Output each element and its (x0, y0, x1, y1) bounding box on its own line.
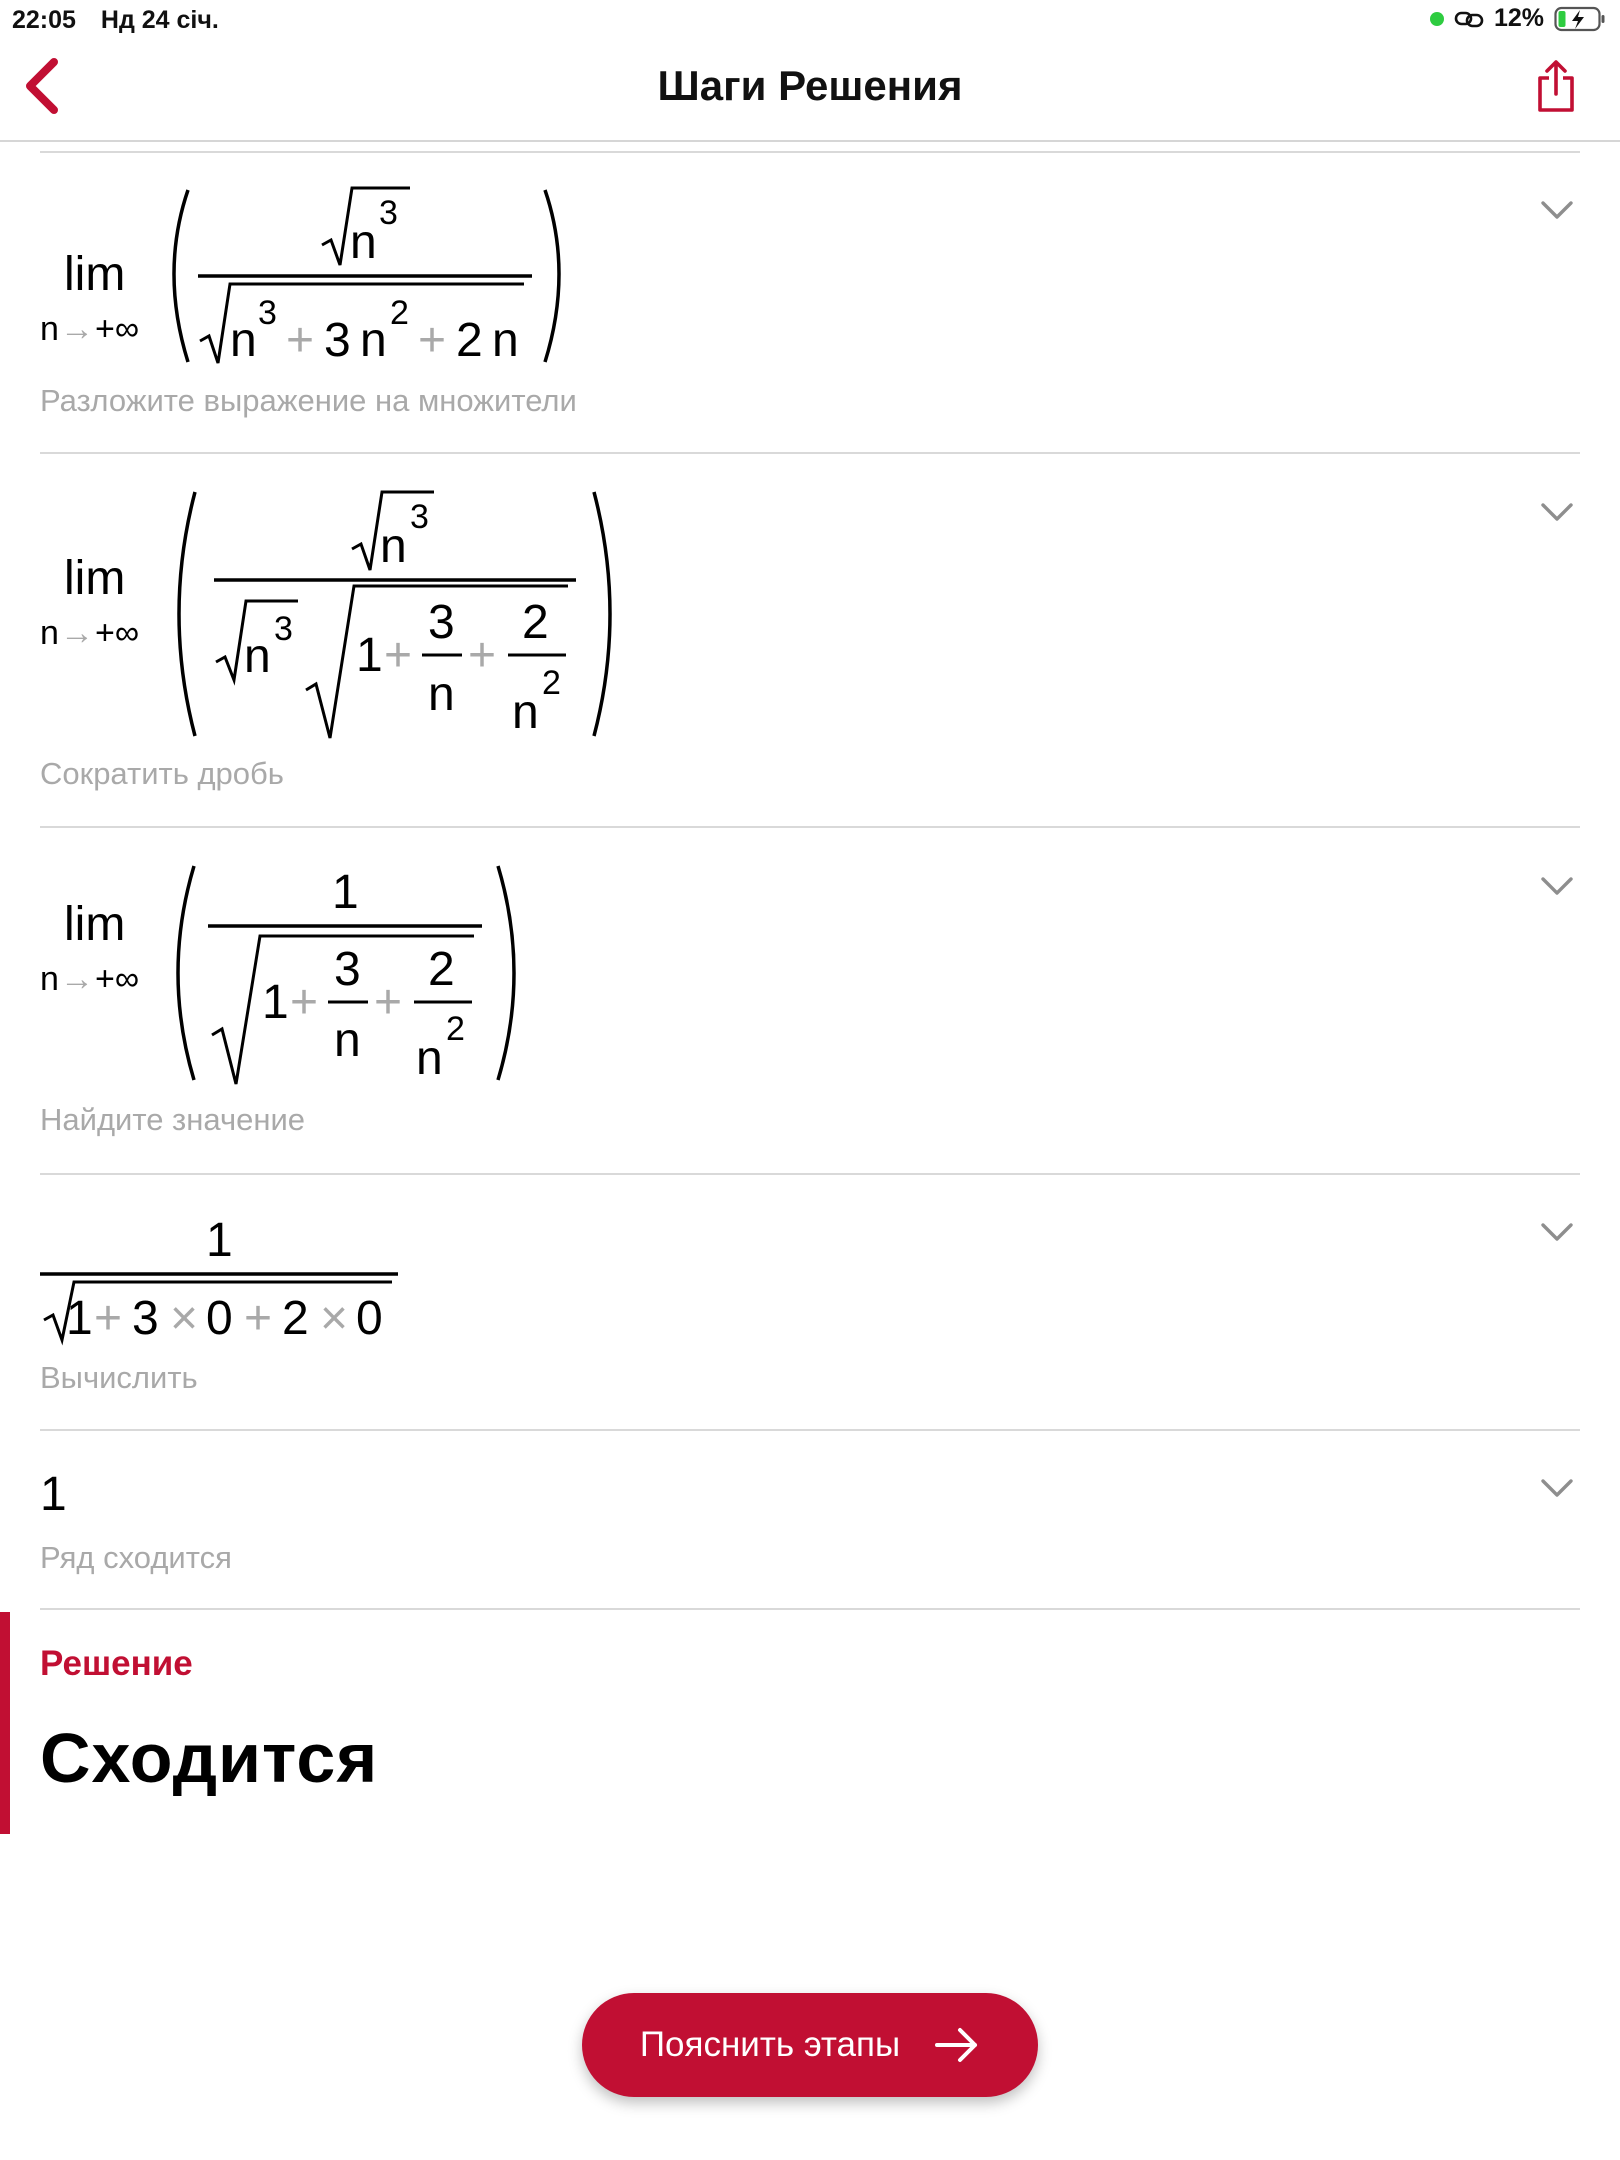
exponent: 2 (446, 1010, 465, 1048)
var-n: n (428, 668, 455, 721)
plus-operator: + (374, 976, 403, 1029)
coefficient: 2 (522, 596, 549, 649)
step-caption: Сократить дробь (40, 756, 284, 791)
lim-label: lim (64, 248, 126, 301)
var-n: n (244, 630, 271, 683)
times-operator: × (170, 1292, 199, 1345)
math-step-2 (40, 492, 610, 739)
digit-one: 1 (356, 629, 383, 682)
plus-operator: + (384, 629, 413, 682)
math-step-5 (40, 1468, 67, 1521)
battery-percent: 12% (1493, 4, 1544, 32)
exponent: 3 (258, 294, 277, 332)
lim-arrow: → (60, 614, 94, 652)
times-operator: × (320, 1292, 349, 1345)
exponent: 3 (410, 498, 429, 536)
var-n: n (334, 1014, 361, 1067)
digit-zero: 0 (356, 1292, 383, 1345)
lim-sub-var: n (40, 960, 59, 998)
lim-sub-var: n (40, 310, 59, 348)
exponent: 3 (379, 194, 398, 232)
coefficient: 3 (324, 314, 351, 367)
digit-one: 1 (262, 976, 289, 1029)
step-caption: Найдите значение (40, 1102, 306, 1137)
exponent: 2 (390, 294, 409, 332)
arrow-right-icon (934, 2027, 980, 2063)
lim-sub-var: n (40, 614, 59, 652)
digit-one: 1 (206, 1214, 233, 1267)
explain-steps-label: Пояснить этапы (639, 2025, 901, 2064)
coefficient: 2 (282, 1292, 309, 1345)
coefficient: 2 (456, 314, 483, 367)
var-n: n (380, 520, 407, 573)
plus-operator: + (94, 1292, 123, 1345)
lim-label: lim (64, 552, 126, 605)
math-step-4 (40, 1214, 398, 1345)
lim-sub-target: +∞ (95, 614, 140, 652)
lim-sub-target: +∞ (95, 310, 140, 348)
digit-zero: 0 (206, 1292, 233, 1345)
step-caption: Ряд сходится (40, 1540, 232, 1575)
var-n: n (492, 314, 519, 367)
plus-operator: + (290, 976, 319, 1029)
exponent: 2 (542, 664, 561, 702)
lim-sub-target: +∞ (95, 960, 140, 998)
lim-label: lim (64, 898, 126, 951)
var-n: n (416, 1032, 443, 1085)
plus-operator: + (286, 314, 315, 367)
page-title: Шаги Решения (657, 62, 963, 109)
plus-operator: + (244, 1292, 273, 1345)
digit-one: 1 (332, 866, 359, 919)
coefficient: 2 (428, 943, 455, 996)
explain-steps-button[interactable] (582, 1993, 1038, 2097)
status-date: Нд 24 січ. (100, 6, 219, 34)
exponent: 3 (274, 610, 293, 648)
solution-value: Сходится (40, 1719, 379, 1797)
result-value: 1 (40, 1468, 67, 1521)
plus-operator: + (468, 629, 497, 682)
step-caption: Вычислить (40, 1360, 198, 1395)
coefficient: 3 (334, 943, 361, 996)
math-step-1 (40, 188, 559, 367)
var-n: n (230, 314, 257, 367)
clock-time: 22:05 (12, 6, 76, 34)
solution-label: Решение (40, 1644, 193, 1683)
math-step-3 (40, 866, 514, 1085)
var-n: n (360, 314, 387, 367)
lim-arrow: → (60, 310, 94, 348)
coefficient: 3 (428, 596, 455, 649)
var-n: n (350, 216, 377, 269)
coefficient: 3 (132, 1292, 159, 1345)
solution-accent-bar (0, 1612, 10, 1834)
plus-operator: + (418, 314, 447, 367)
lim-arrow: → (60, 960, 94, 998)
digit-one: 1 (66, 1292, 93, 1345)
step-caption: Разложите выражение на множители (40, 383, 577, 418)
var-n: n (512, 686, 539, 739)
